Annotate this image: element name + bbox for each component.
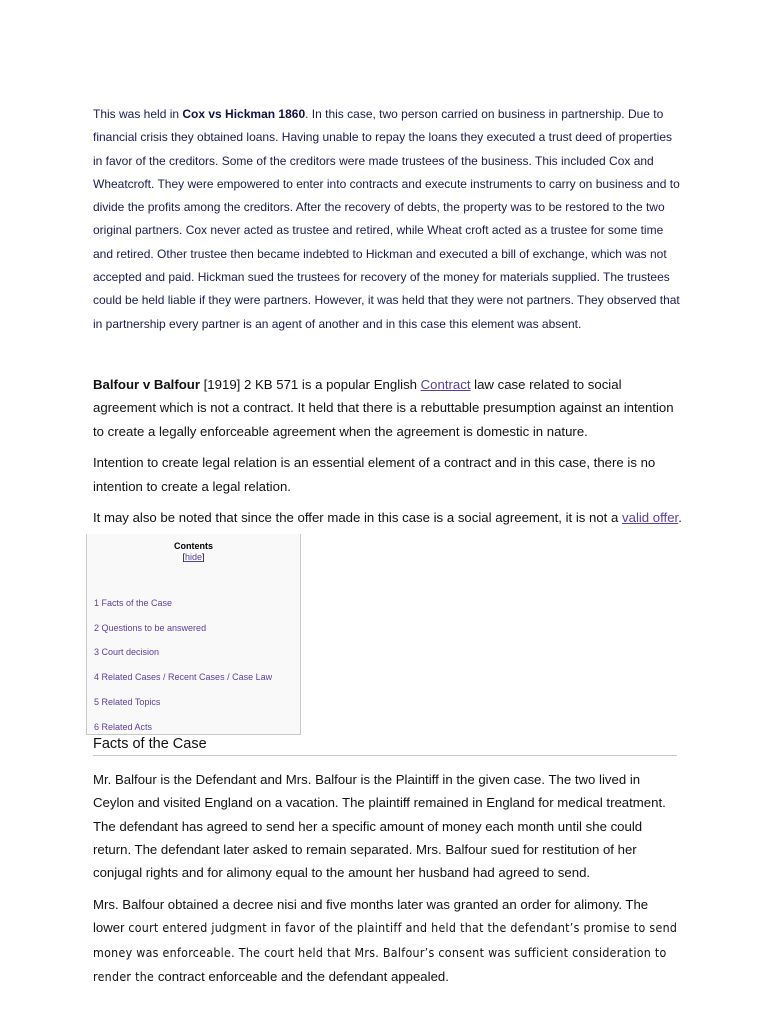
toc-item-facts[interactable]: 1 Facts of the Case xyxy=(94,598,173,608)
balfour-intro-section xyxy=(93,373,683,538)
toc-list xyxy=(94,591,272,739)
toc-title: Contents xyxy=(174,541,213,551)
facts-p2-c: contract enforceable and the defendant appealed. xyxy=(154,968,449,984)
facts-p2-a: Mrs. Balfour obtained a decree nisi and five months later was granted an order for alimony. The lower xyxy=(93,896,649,936)
cox-hickman-paragraph xyxy=(93,103,683,336)
facts-heading: Facts of the Case xyxy=(93,736,677,756)
balfour-p3-end: . xyxy=(678,510,682,526)
table-of-contents xyxy=(86,534,301,735)
balfour-paragraph-2: Intention to create legal relation is an essential element of a contract and in this case, there is no intention to create a legal relation. xyxy=(93,455,656,494)
balfour-paragraph-1 xyxy=(93,373,683,443)
valid-offer-link[interactable]: valid offer xyxy=(622,510,679,526)
balfour-case-name: Balfour v Balfour xyxy=(93,377,200,392)
contract-link[interactable]: Contract xyxy=(420,377,471,392)
toc-item-related-acts[interactable]: 6 Related Acts xyxy=(94,721,153,732)
balfour-p3-start: It may also be noted that since the offer made in this case is a social agreement, it is not a xyxy=(93,510,623,526)
facts-section xyxy=(93,768,683,998)
toc-item-related-cases[interactable]: 4 Related Cases / Recent Cases / Case Law xyxy=(94,672,273,683)
facts-paragraph-2 xyxy=(93,893,683,989)
toc-hide-open: [ xyxy=(182,552,185,562)
toc-item-court-decision[interactable]: 3 Court decision xyxy=(94,647,160,658)
cox-case-name: Cox vs Hickman 1860 xyxy=(182,107,306,121)
balfour-citation: [1919] 2 KB 571 is a popular English xyxy=(199,377,421,392)
facts-paragraph-1: Mr. Balfour is the Defendant and Mrs. Balfour is the Plaintiff in the given case. The two lived in Ceylon and visited England on a vacation. The plaintiff remained in England for medical treatment. The defendant has agreed to send her a specific amount of money each month until she could return. The defendant later asked to remain separated. Mrs. Balfour sued for restitution of her conjugal rights and for alimony equal to the amount her husband had agreed to send. xyxy=(93,772,666,881)
toc-item-questions[interactable]: 2 Questions to be answered xyxy=(94,622,207,633)
toc-item-related-topics[interactable]: 5 Related Topics xyxy=(94,696,161,707)
toc-hide-close: ] xyxy=(202,552,205,562)
cox-intro: This was held in xyxy=(93,107,183,121)
balfour-p1-rest: law case related to social agreement which is not a contract. It held that there is a rebuttable presumption against an intention to create a legally enforceable agreement when the agreement is domestic in nature. xyxy=(93,377,674,439)
cox-body: . In this case, two person carried on business in partnership. Due to financial crisis they obtained loans. Having unable to repay the loans they executed a trust deed of properties in favor of the creditors. Some of the creditors were made trustees of the business. This included Cox and Wheatcroft. They were empowered to enter into contracts and execute instruments to carry on business and to divide the profits among the creditors. After the recovery of debts, the property was to be restored to the two original partners. Cox never acted as trustee and retired, while Wheat croft acted as a trustee for some time and retired. Other trustee then became indebted to Hickman and executed a bill of exchange, which was not accepted and paid. Hickman sued the trustees for recovery of the money for materials supplied. The trustees could be held liable if they were partners. However, it was held that they were not partners. They observed that in partnership every partner is an agent of another and in this case this element was absent. xyxy=(93,107,680,331)
balfour-paragraph-3 xyxy=(93,506,683,529)
toc-hide-link[interactable]: hide xyxy=(184,552,202,562)
toc-hide-control xyxy=(87,552,300,562)
facts-p2-b: court entered judgment in favor of the plaintiff and held that the defendant’s promise to send money was enforceable. The court held that Mrs. Balfour’s consent was sufficient consideration to render the xyxy=(93,921,678,984)
